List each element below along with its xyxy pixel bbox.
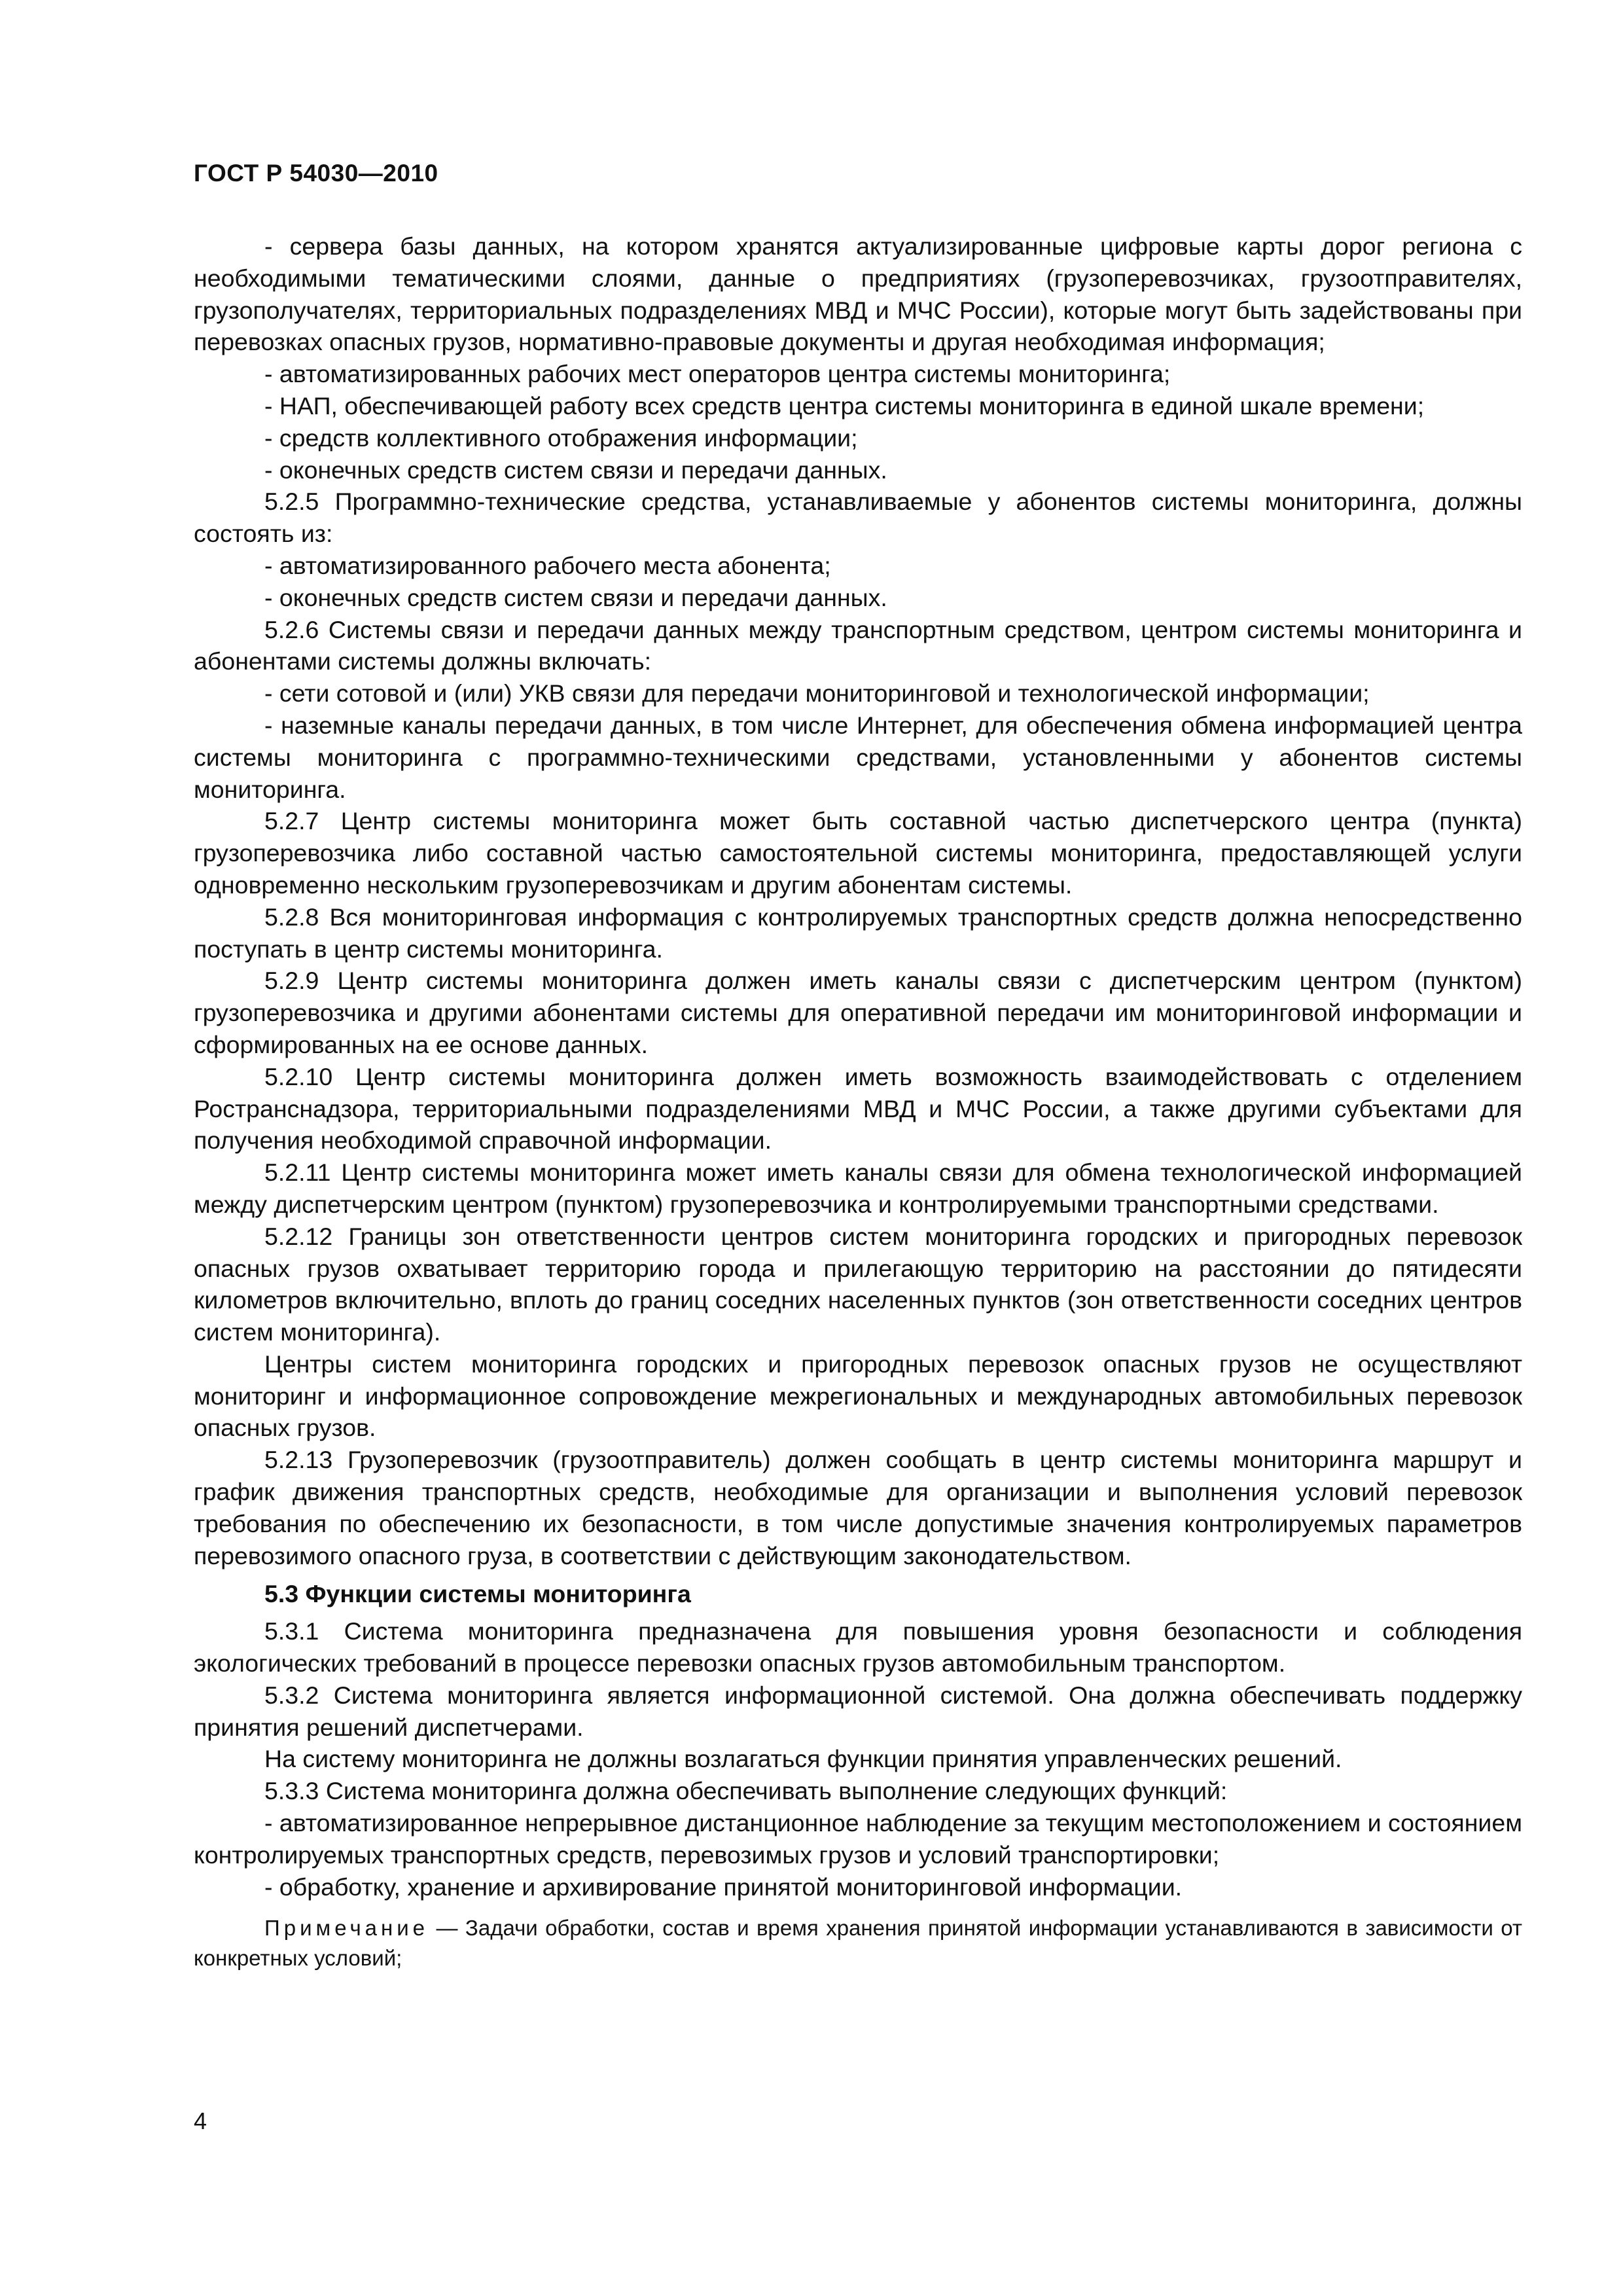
paragraph: - средств коллективного отображения информации; (264, 423, 858, 452)
paragraph: 5.2.5 Программно-технические средства, устанавливаемые у абонентов системы мониторинга, должны состоять из: (194, 488, 1522, 548)
paragraph: 5.2.9 Центр системы мониторинга должен иметь каналы связи с диспетчерским центром (пунктом) грузоперевозчика и другими абонентами системы для оперативной передачи им мониторинговой информации и сформированных на ее основе данных. (194, 967, 1522, 1058)
paragraph: - обработку, хранение и архивирование принятой мониторинговой информации. (264, 1873, 1183, 1901)
paragraph: 5.3.3 Система мониторинга должна обеспечивать выполнение следующих функций: (264, 1777, 1228, 1805)
paragraph: - автоматизированного рабочего места абонента; (264, 551, 831, 579)
section-heading: 5.3 Функции системы мониторинга (264, 1580, 691, 1608)
document-code-header: ГОСТ Р 54030—2010 (194, 160, 438, 187)
paragraph: 5.2.13 Грузоперевозчик (грузоотправитель) должен сообщать в центр системы мониторинга маршрут и график движения транспортных средств, необходимые для организации и выполнения условий перевозок требования по обеспечению их безопасности, в том числе допустимые значения контролируемых параметров перевозимого опасного груза, в соответствии с действующим законодательством. (194, 1446, 1522, 1570)
paragraph: - наземные каналы передачи данных, в том числе Интернет, для обеспечения обмена информацией центра системы мониторинга с программно-техническими средствами, установленными у абонентов системы мониторинга. (194, 711, 1522, 803)
note-label: Примечание (264, 1916, 429, 1941)
paragraph: 5.2.11 Центр системы мониторинга может иметь каналы связи для обмена технологической информацией между диспетчерским центром (пунктом) грузоперевозчика и контролируемыми транспортными средствами. (194, 1158, 1522, 1218)
paragraph: - сервера базы данных, на котором хранятся актуализированные цифровые карты дорог региона с необходимыми тематическими слоями, данные о предприятиях (грузоперевозчиках, грузоотправителях, грузополучателях, территориальных подразделениях МВД и МЧС России), которые могут быть задействованы при перевозках опасных грузов, нормативно-правовые документы и другая необходимая информация; (194, 232, 1522, 356)
paragraph: - НАП, обеспечивающей работу всех средств центра системы мониторинга в единой шкале времени; (264, 391, 1425, 420)
document-body (194, 230, 1522, 1973)
paragraph: 5.2.10 Центр системы мониторинга должен иметь возможность взаимодействовать с отделением Ространснадзора, территориальными подразделениями МВД и МЧС России, а также другими субъектами для получения необходимой справочной информации. (194, 1062, 1522, 1155)
note (194, 1913, 1522, 1973)
paragraph: 5.2.7 Центр системы мониторинга может быть составной частью диспетчерского центра (пункта) грузоперевозчика либо составной частью самостоятельной системы мониторинга, предоставляющей услуги одновременно нескольким грузоперевозчикам и другим абонентам системы. (194, 807, 1522, 899)
paragraph: На систему мониторинга не должны возлагаться функции принятия управленческих решений. (264, 1745, 1342, 1773)
paragraph: 5.2.8 Вся мониторинговая информация с контролируемых транспортных средств должна непосредственно поступать в центр системы мониторинга. (194, 903, 1522, 963)
paragraph: Центры систем мониторинга городских и пригородных перевозок опасных грузов не осуществляют мониторинг и информационное сопровождение межрегиональных и международных автомобильных перевозок опасных грузов. (194, 1350, 1522, 1442)
paragraph: 5.2.6 Системы связи и передачи данных между транспортным средством, центром системы мониторинга и абонентами системы должны включать: (194, 615, 1522, 675)
paragraph: - оконечных средств систем связи и передачи данных. (264, 456, 887, 484)
paragraph: 5.3.2 Система мониторинга является информационной системой. Она должна обеспечивать поддержку принятия решений диспетчерами. (194, 1681, 1522, 1741)
note-text: — Задачи обработки, состав и время хранения принятой информации устанавливаются в зависимости от конкретных условий; (194, 1916, 1522, 1971)
paragraph: - автоматизированное непрерывное дистанционное наблюдение за текущим местоположением и состоянием контролируемых транспортных средств, перевозимых грузов и условий транспортировки; (194, 1809, 1522, 1869)
paragraph: - оконечных средств систем связи и передачи данных. (264, 583, 887, 611)
paragraph: - автоматизированных рабочих мест операторов центра системы мониторинга; (264, 360, 1171, 388)
paragraph: 5.3.1 Система мониторинга предназначена для повышения уровня безопасности и соблюдения экологических требований в процессе перевозки опасных грузов автомобильным транспортом. (194, 1617, 1522, 1677)
page-number: 4 (194, 2108, 207, 2134)
paragraph: 5.2.12 Границы зон ответственности центров систем мониторинга городских и пригородных перевозок опасных грузов охватывает территорию города и прилегающую территорию на расстоянии до пятидесяти километров включительно, вплоть до границ соседних населенных пунктов (зон ответственности соседних центров систем мониторинга). (194, 1222, 1522, 1346)
paragraph: - сети сотовой и (или) УКВ связи для передачи мониторинговой и технологической информации; (264, 679, 1370, 708)
